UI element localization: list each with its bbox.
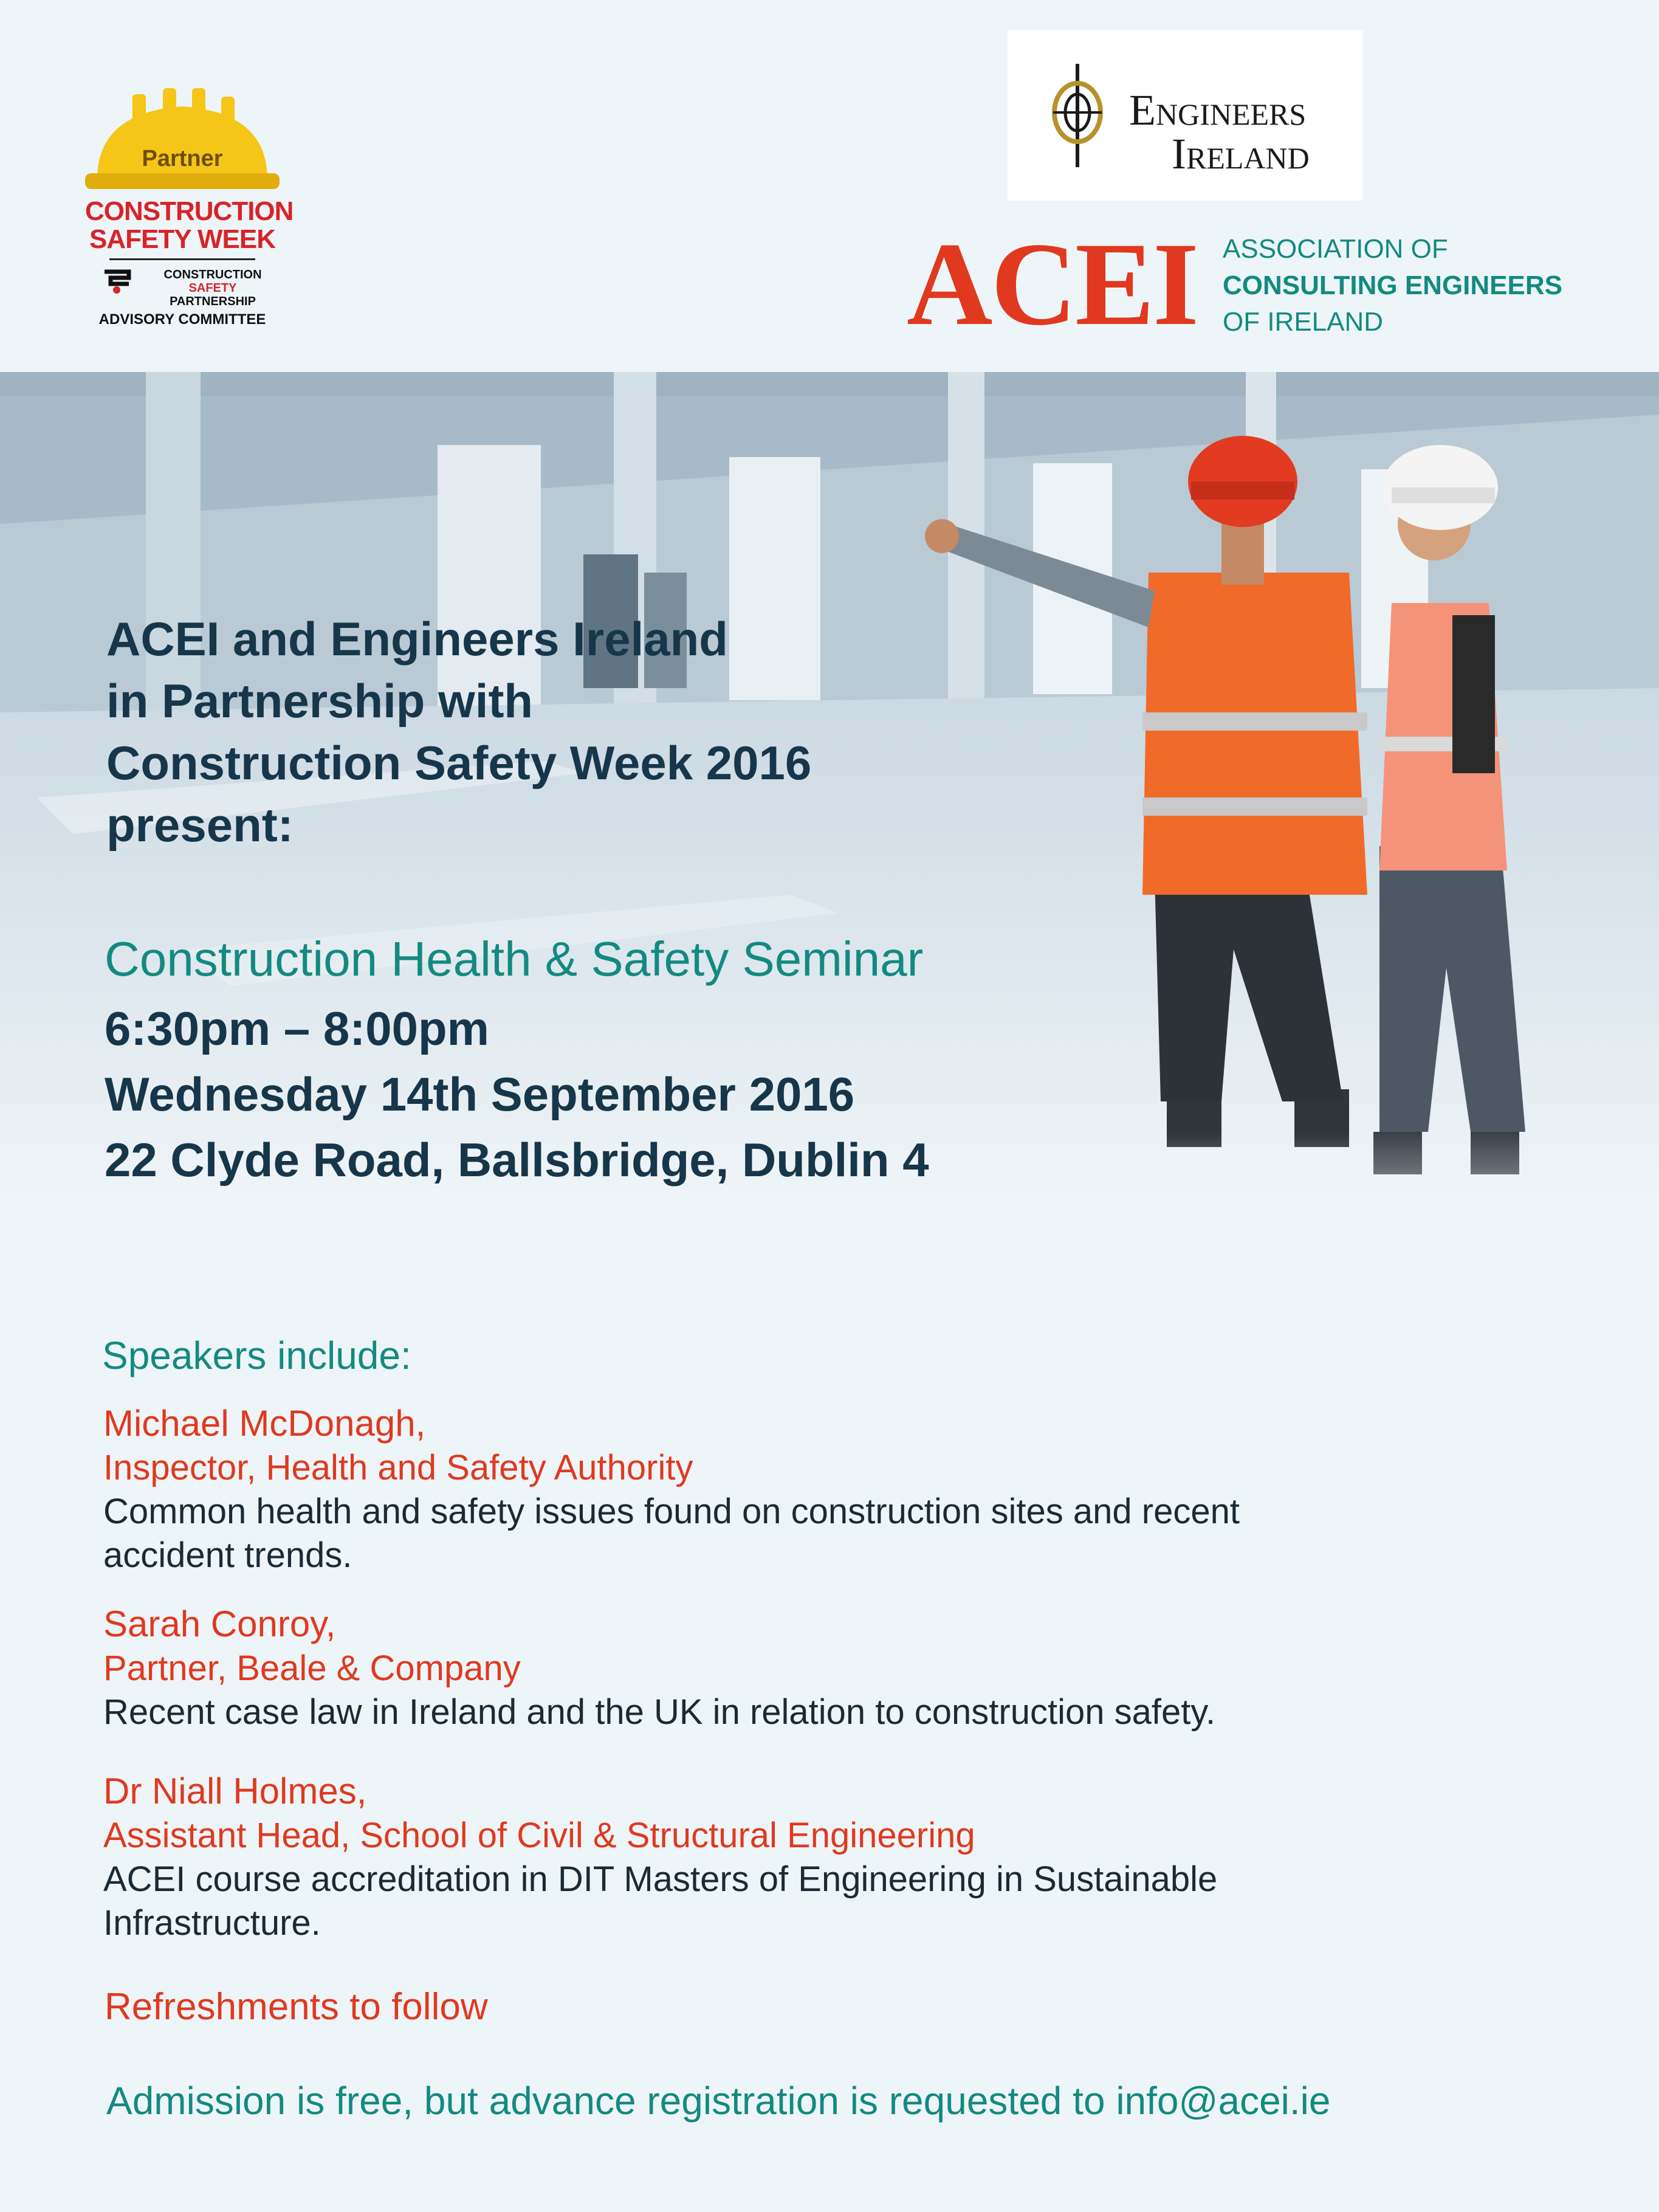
- intro-line: ACEI and Engineers Ireland: [106, 612, 728, 666]
- engineers-ireland-logo: [1008, 30, 1362, 201]
- speaker-entry: [103, 1769, 1562, 1945]
- speaker-topic: ACEI course accreditation in DIT Masters of Engineering in Sustainable: [103, 1859, 1218, 1899]
- speaker-topic: accident trends.: [103, 1535, 352, 1575]
- csw-sub1: CONSTRUCTION: [163, 268, 262, 281]
- seminar-time: 6:30pm – 8:00pm: [105, 1002, 489, 1055]
- ei-line2: Ireland: [1172, 129, 1310, 178]
- admission-note: Admission is free, but advance registration is requested to info@acei.ie: [106, 2079, 1331, 2123]
- speaker-topic: Common health and safety issues found on construction sites and recent: [103, 1492, 1240, 1531]
- speaker-entry: [103, 1401, 1562, 1577]
- speaker-topic: Infrastructure.: [103, 1903, 321, 1943]
- csw-committee: ADVISORY COMMITTEE: [98, 311, 266, 328]
- acei-logo-word: ACEI: [907, 218, 1198, 350]
- speaker-name: Sarah Conroy,: [103, 1604, 336, 1644]
- seminar-venue: 22 Clyde Road, Ballsbridge, Dublin 4: [105, 1133, 929, 1187]
- speakers-heading: Speakers include:: [102, 1334, 411, 1377]
- speaker-role: Inspector, Health and Safety Authority: [103, 1448, 693, 1487]
- refreshments-note: Refreshments to follow: [105, 1986, 488, 2028]
- speaker-topic: Recent case law in Ireland and the UK in relation to construction safety.: [103, 1692, 1216, 1732]
- csw-sub2: SAFETY: [188, 281, 237, 295]
- intro-text: [106, 608, 811, 856]
- acei-line2: CONSULTING ENGINEERS: [1223, 270, 1563, 300]
- hard-hat-icon: [85, 88, 280, 191]
- engineers-ireland-emblem-icon: [1044, 64, 1111, 167]
- construction-safety-week-logo: [85, 88, 294, 337]
- acei-logo-text: [1223, 231, 1562, 340]
- speaker-name: Michael McDonagh,: [103, 1403, 426, 1444]
- intro-line: Construction Safety Week 2016: [106, 736, 812, 790]
- speaker-entry: [103, 1602, 1562, 1734]
- ei-line1: Engineers: [1129, 86, 1307, 134]
- seminar-title: Construction Health & Safety Seminar: [105, 932, 924, 986]
- seminar-details: [105, 996, 929, 1193]
- csw-sub3: PARTNERSHIP: [170, 295, 256, 308]
- csw-title-line2: SAFETY WEEK: [89, 224, 275, 254]
- acei-line3: OF IRELAND: [1223, 307, 1384, 337]
- hat-label: Partner: [142, 146, 223, 171]
- csw-divider: [109, 258, 255, 260]
- csw-title-line1: CONSTRUCTION: [85, 196, 294, 226]
- acei-line1: ASSOCIATION OF: [1223, 234, 1448, 264]
- intro-line: in Partnership with: [106, 674, 534, 728]
- intro-line: present:: [106, 798, 294, 852]
- speaker-role: Partner, Beale & Company: [103, 1649, 521, 1688]
- speaker-name: Dr Niall Holmes,: [103, 1771, 367, 1811]
- seminar-date: Wednesday 14th September 2016: [105, 1067, 855, 1121]
- speaker-role: Assistant Head, School of Civil & Structural Engineering: [103, 1816, 975, 1855]
